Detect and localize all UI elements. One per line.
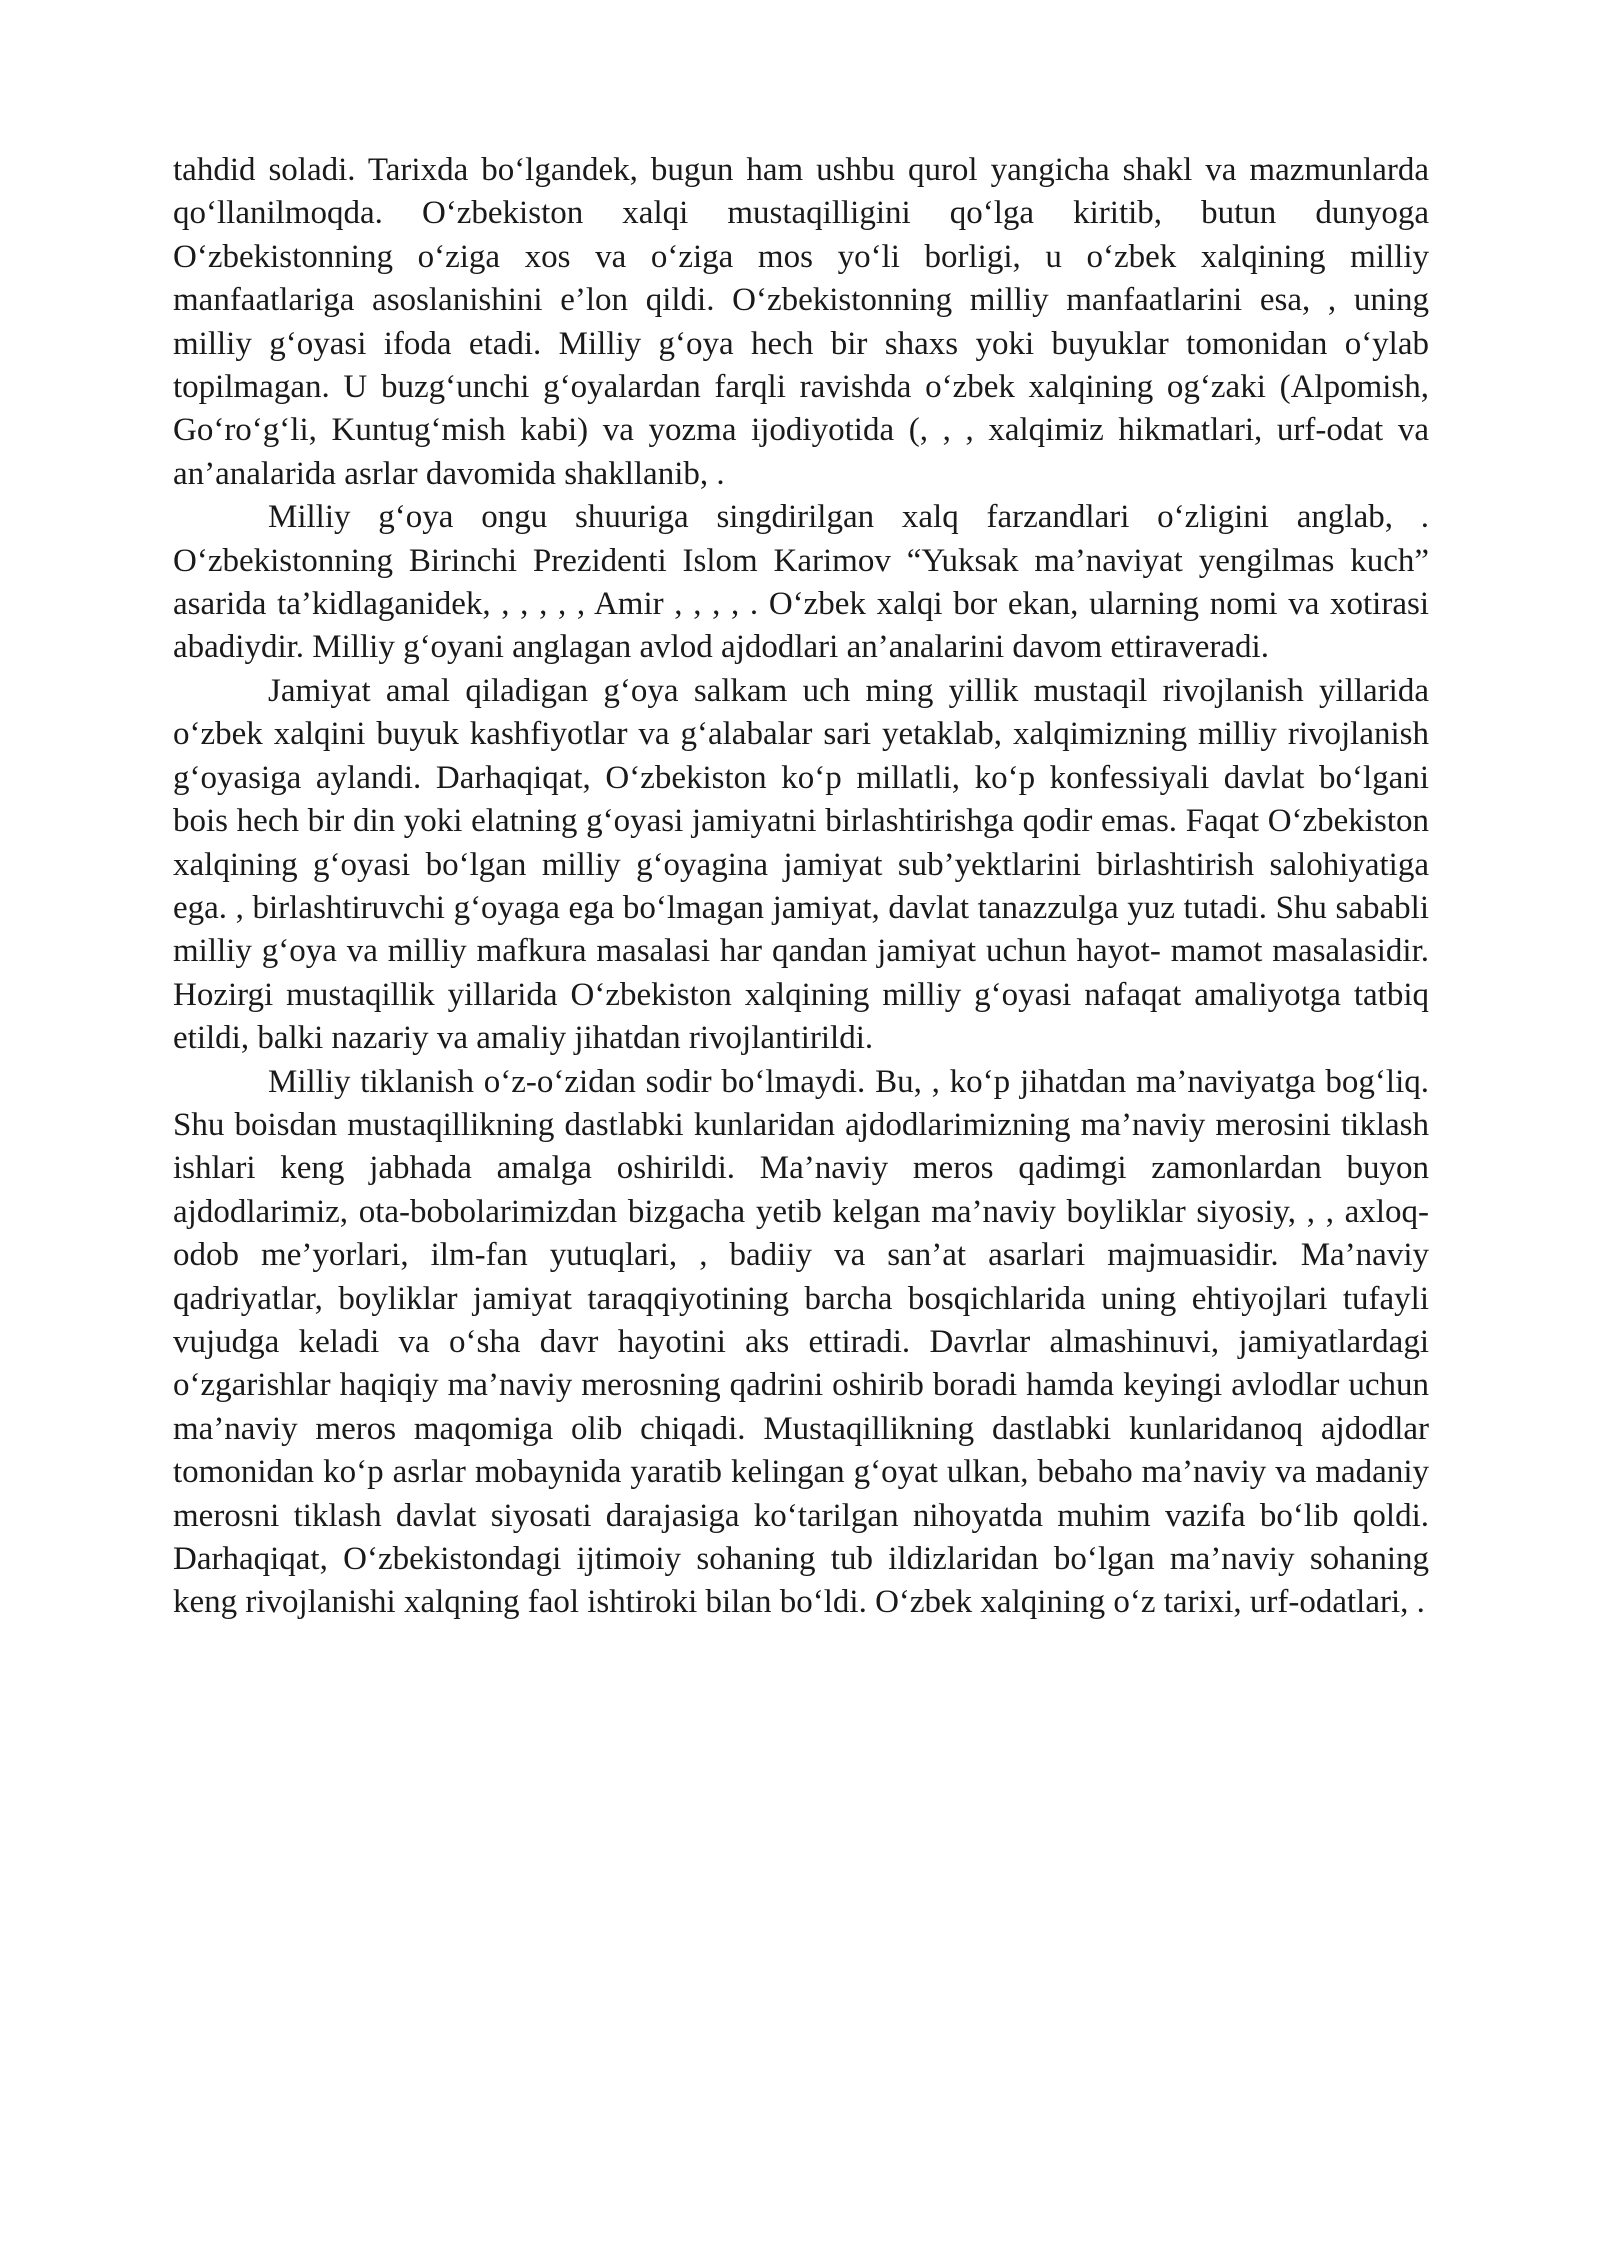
paragraph-2: Milliy g‘oya ongu shuuriga singdirilgan xalq farzandlari o‘zligini anglab, . O‘zbekistonning Birinchi Prezidenti Islom Karimov “Yuksak ma’naviyat yengilmas kuch” asarida ta’kidlaganidek, , , , , , Amir , , , , . O‘zbek xalqi bor ekan, ularning nomi va xotirasi abadiydir. Milliy g‘oyani anglagan avlod ajdodlari an’analarini davom ettiraveradi. <box>173 499 1429 666</box>
paragraph-1: tahdid soladi. Tarixda bo‘lgandek, bugun ham ushbu qurol yangicha shakl va mazmunlarda qo‘llanilmoqda. O‘zbekiston xalqi mustaqilligini qo‘lga kiritib, butun dunyoga O‘zbekistonning o‘ziga xos va o‘ziga mos yo‘li borligi, u o‘zbek xalqining milliy manfaatlariga asoslanishini e’lon qildi. O‘zbekistonning milliy manfaatlarini esa, , uning milliy g‘oyasi ifoda etadi. Milliy g‘oya hech bir shaxs yoki buyuklar tomonidan o‘ylab topilmagan. U buzg‘unchi g‘oyalardan farqli ravishda o‘zbek xalqining og‘zaki (Alpomish, Go‘ro‘g‘li, Kuntug‘mish kabi) va yozma ijodiyotida (, , , xalqimiz hikmatlari, urf-odat va an’analarida asrlar davomida shakllanib, . <box>173 152 1429 492</box>
paragraph-4: Milliy tiklanish o‘z-o‘zidan sodir bo‘lmaydi. Bu, , ko‘p jihatdan ma’naviyatga bog‘liq. Shu boisdan mustaqillikning dastlabki kunlaridan ajdodlarimizning ma’naviy merosini tiklash ishlari keng jabhada amalga oshirildi. Ma’naviy meros qadimgi zamonlardan buyon ajdodlarimiz, ota-bobolarimizdan bizgacha yetib kelgan ma’naviy boyliklar siyosiy, , , axloq-odob me’yorlari, ilm-fan yutuqlari, , badiiy va san’at asarlari majmuasidir. Ma’naviy qadriyatlar, boyliklar jamiyat taraqqiyotining barcha bosqichlarida uning ehtiyojlari tufayli vujudga keladi va o‘sha davr hayotini aks ettiradi. Davrlar almashinuvi, jamiyatlardagi o‘zgarishlar haqiqiy ma’naviy merosning qadrini oshirib boradi hamda keyingi avlodlar uchun ma’naviy meros maqomiga olib chiqadi. Mustaqillikning dastlabki kunlaridanoq ajdodlar tomonidan ko‘p asrlar mobaynida yaratib kelingan g‘oyat ulkan, bebaho ma’naviy va madaniy merosni tiklash davlat siyosati darajasiga ko‘tarilgan nihoyatda muhim vazifa bo‘lib qoldi. Darhaqiqat, O‘zbekistondagi ijtimoiy sohaning tub ildizlaridan bo‘lgan ma’naviy sohaning keng rivojlanishi xalqning faol ishtiroki bilan bo‘ldi. O‘zbek xalqining o‘z tarixi, urf-odatlari, . <box>173 1063 1429 1621</box>
paragraph-3: Jamiyat amal qiladigan g‘oya salkam uch ming yillik mustaqil rivojlanish yillarida o‘zbek xalqini buyuk kashfiyotlar va g‘alabalar sari yetaklab, xalqimizning milliy rivojlanish g‘oyasiga aylandi. Darhaqiqat, O‘zbekiston ko‘p millatli, ko‘p konfessiyali davlat bo‘lgani bois hech bir din yoki elatning g‘oyasi jamiyatni birlashtirishga qodir emas. Faqat O‘zbekiston xalqining g‘oyasi bo‘lgan milliy g‘oyagina jamiyat sub’yektlarini birlashtirish salohiyatiga ega. , birlashtiruvchi g‘oyaga ega bo‘lmagan jamiyat, davlat tanazzulga yuz tutadi. Shu sababli milliy g‘oya va milliy mafkura masalasi har qandan jamiyat uchun hayot- mamot masalasidir. Hozirgi mustaqillik yillarida O‘zbekiston xalqining milliy g‘oyasi nafaqat amaliyotga tatbiq etildi, balki nazariy va amaliy jihatdan rivojlantirildi. <box>173 672 1429 1057</box>
body-text <box>173 149 1429 1625</box>
